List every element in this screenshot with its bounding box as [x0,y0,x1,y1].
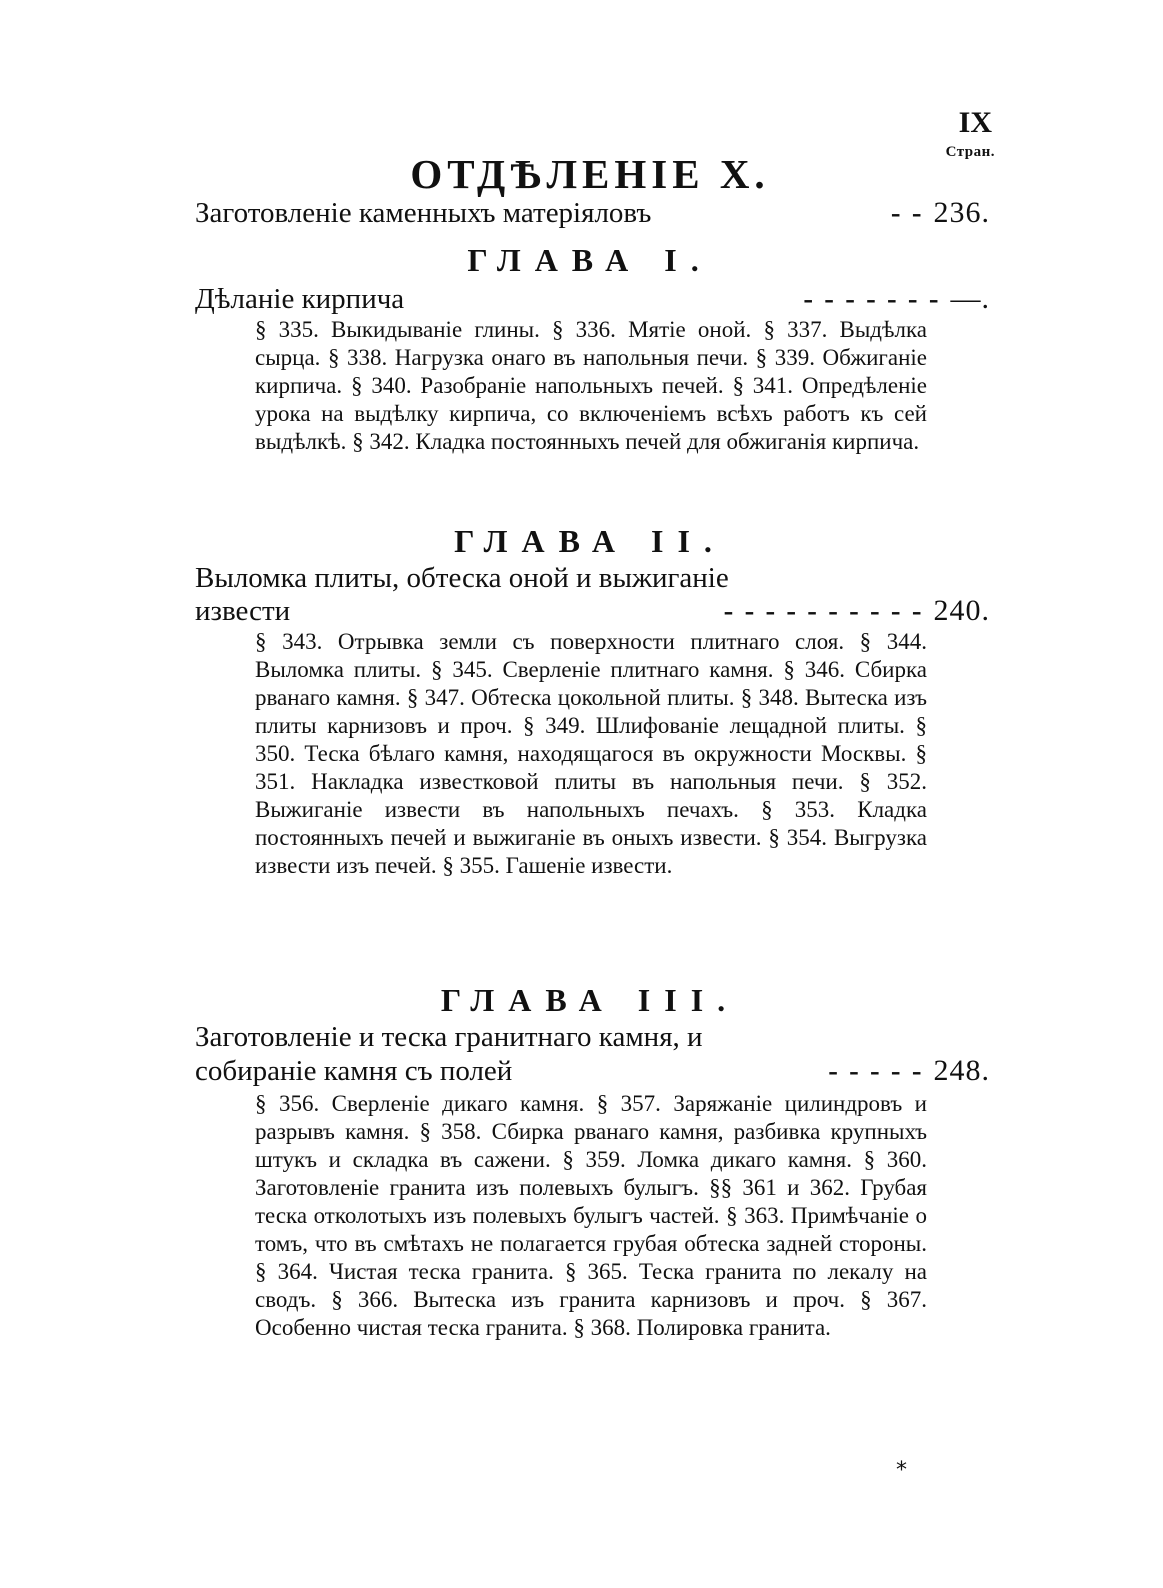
chapter-2-title-line2: извести [195,595,291,627]
division-entry-title: Заготовленіе каменныхъ матеріяловъ [195,197,652,229]
chapter-3-leader: - - - - - [828,1055,924,1087]
chapter-2-leader: - - - - - - - - - - [723,595,924,627]
division-entry-leader: - - [890,197,924,229]
chapter-1-leader: - - - - - - - [803,283,941,315]
division-entry [195,196,990,230]
chapter-1-title: Дѣланіе кирпича [195,283,405,315]
chapter-3-entry [195,1054,990,1088]
chapter-2-page: 240. [933,594,990,627]
chapter-2-heading: ГЛАВА II. [454,523,726,559]
chapter-1-summary: § 335. Выкидываніе глины. § 336. Мятіе оной. § 337. Выдѣлка сырца. § 338. Нагрузка онаго въ напольныя печи. § 339. Обжиганіе кирпича. § 340. Разобраніе напольныхъ печей. § 341. Опредѣленіе урока на выдѣлку кирпича, со включеніемъ всѣхъ работъ къ сей выдѣлкѣ. § 342. Кладка постоянныхъ печей для обжиганія кирпича. [255,317,927,454]
page-number: IX [958,106,992,139]
chapter-1-entry [195,282,990,316]
division-title: ОТДѢЛЕНІЕ X. [410,151,770,197]
page-column-label: Стран. [945,144,995,160]
chapter-3-summary: § 356. Сверленіе дикаго камня. § 357. Заряжаніе цилиндровъ и разрывъ камня. § 358. Сбирка рванаго камня, разбивка крупныхъ штукъ и складка въ сажени. § 359. Ломка дикаго камня. § 360. Заготовленіе гранита изъ полевыхъ булыгъ. §§ 361 и 362. Грубая теска отколотыхъ изъ полевыхъ булыгъ частей. § 363. Примѣчаніе о томъ, что въ смѣтахъ не полагается грубая обтеска задней стороны. § 364. Чистая теска гранита. § 365. Теска гранита по лекалу на сводъ. § 366. Вытеска изъ гранита карнизовъ и проч. § 367. Особенно чистая теска гранита. § 368. Полировка гранита. [255,1091,927,1340]
chapter-1-page: —. [950,282,990,315]
chapter-2-summary: § 343. Отрывка земли съ поверхности плитнаго слоя. § 344. Выломка плиты. § 345. Сверленіе плитнаго камня. § 346. Сбирка рванаго камня. § 347. Обтеска цокольной плиты. § 348. Вытеска изъ плиты карнизовъ и проч. § 349. Шлифованіе лещадной плиты. § 350. Теска бѣлаго камня, находящагося въ окружности Москвы. § 351. Накладка известковой плиты въ напольныя печи. § 352. Выжиганіе извести въ напольныхъ печахъ. § 353. Кладка постоянныхъ печей и выжиганіе въ оныхъ извести. § 354. Выгрузка извести изъ печей. § 355. Гашеніе извести. [255,629,927,878]
chapter-3-heading: ГЛАВА III. [440,982,740,1018]
division-entry-page: 236. [933,196,990,229]
chapter-2-entry [195,594,990,628]
chapter-1-heading: ГЛАВА I. [467,242,713,278]
chapter-2-title-line1: Выломка плиты, обтеска оной и выжиганіе [195,562,729,594]
footer-mark: * [896,1458,907,1483]
chapter-3-title-line2: собираніе камня съ полей [195,1055,513,1087]
chapter-3-page: 248. [933,1054,990,1087]
chapter-3-title-line1: Заготовленіе и теска гранитнаго камня, и [195,1021,703,1053]
